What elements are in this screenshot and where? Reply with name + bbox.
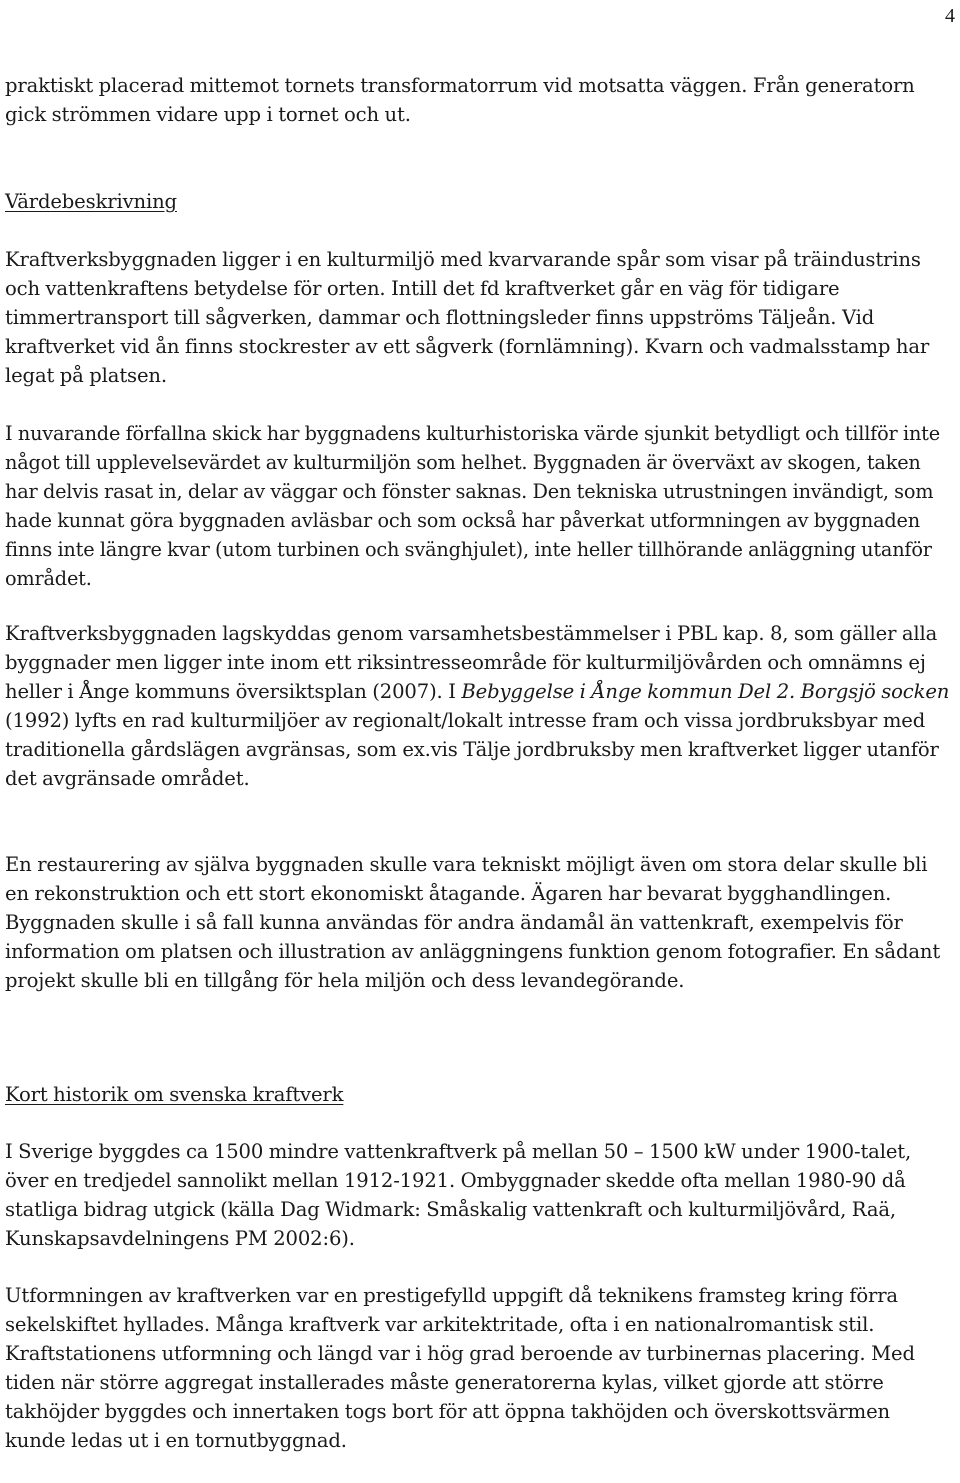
intro-paragraph: praktiskt placerad mittemot tornets transformatorrum vid motsatta väggen. Från generatorn gick strömmen vidare upp i tornet och ut. xyxy=(5,74,915,126)
paragraph-utformning: Utformningen av kraftverken var en prestigefylld uppgift då teknikens framsteg kring förra sekelskiftet hyllades. Många kraftverk var arkitektritade, ofta i en nationalromantisk stil. Kraftstationens utformning och längd var i hög grad beroende av turbinernas placering. Med tiden när större aggregat installerades måste generatorerna kylas, vilket gjorde att större takhöjder byggdes och innertaken togs bort för att öppna takhöjden och överskottsvärmen kunde ledas ut i en tornutbyggnad. xyxy=(5,1284,915,1452)
paragraph-sverige-kraftverk: I Sverige byggdes ca 1500 mindre vattenkraftverk på mellan 50 – 1500 kW under 1900-talet, över en tredjedel sannolikt mellan 1912-1921. Ombyggnader skedde ofta mellan 1980-90 då statliga bidrag utgick (källa Dag Widmark: Småskalig vattenkraft och kulturmiljövård, Raä, Kunskapsavdelningens PM 2002:6). xyxy=(5,1140,912,1250)
page-number: 4 xyxy=(945,5,955,27)
section-heading-kort-historik: Kort historik om svenska kraftverk xyxy=(5,1083,344,1106)
paragraph-lagskydd xyxy=(5,619,955,793)
document-page xyxy=(5,0,955,1483)
lagskydd-text-end: (1992) lyfts en rad kulturmiljöer av regionalt/lokalt intresse fram och vissa jordbruksbyar med traditionella gårdslägen avgränsas, som ex.vis Tälje jordbruksby men kraftverket ligger utanför det avgränsade området. xyxy=(5,709,939,790)
lagskydd-text-start: Kraftverksbyggnaden lagskyddas genom varsamhetsbestämmelser i PBL kap. 8, som gäller alla byggnader men ligger inte inom ett riksintresseområde för kulturmiljövården och omnämns ej heller i Ånge kommuns översiktsplan (2007). I xyxy=(5,622,938,703)
paragraph-restaurering: En restaurering av själva byggnaden skulle vara tekniskt möjligt även om stora delar skulle bli en rekonstruktion och ett stort ekonomiskt åtagande. Ägaren har bevarat bygghandlingen. Byggnaden skulle i så fall kunna användas för andra ändamål än vattenkraft, exempelvis för information om platsen och illustration av anläggningens funktion genom fotografier. En sådant projekt skulle bli en tillgång för hela miljön och dess levandegörande. xyxy=(5,853,941,992)
paragraph-nuvarande-skick: I nuvarande förfallna skick har byggnadens kulturhistoriska värde sjunkit betydligt och tillför inte något till upplevelsevärdet av kulturmiljön som helhet. Byggnaden är överväxt av skogen, taken har delvis rasat in, delar av väggar och fönster saknas. Den tekniska utrustningen invändigt, som hade kunnat göra byggnaden avläsbar och som också har påverkat utformningen av byggnaden finns inte längre kvar (utom turbinen och svänghjulet), inte heller tillhörande anläggning utanför området. xyxy=(5,422,940,590)
section-heading-vardebeskrivning: Värdebeskrivning xyxy=(5,190,177,213)
publication-title: Bebyggelse i Ånge kommun Del 2. Borgsjö socken xyxy=(461,680,950,703)
paragraph-kulturmiljo: Kraftverksbyggnaden ligger i en kulturmiljö med kvarvarande spår som visar på träindustrins och vattenkraftens betydelse för orten. Intill det fd kraftverket går en väg för tidigare timmertransport till sågverken, dammar och flottningsleder finns uppströms Täljeån. Vid kraftverket vid ån finns stockrester av ett sågverk (fornlämning). Kvarn och vadmalsstamp har legat på platsen. xyxy=(5,248,930,387)
